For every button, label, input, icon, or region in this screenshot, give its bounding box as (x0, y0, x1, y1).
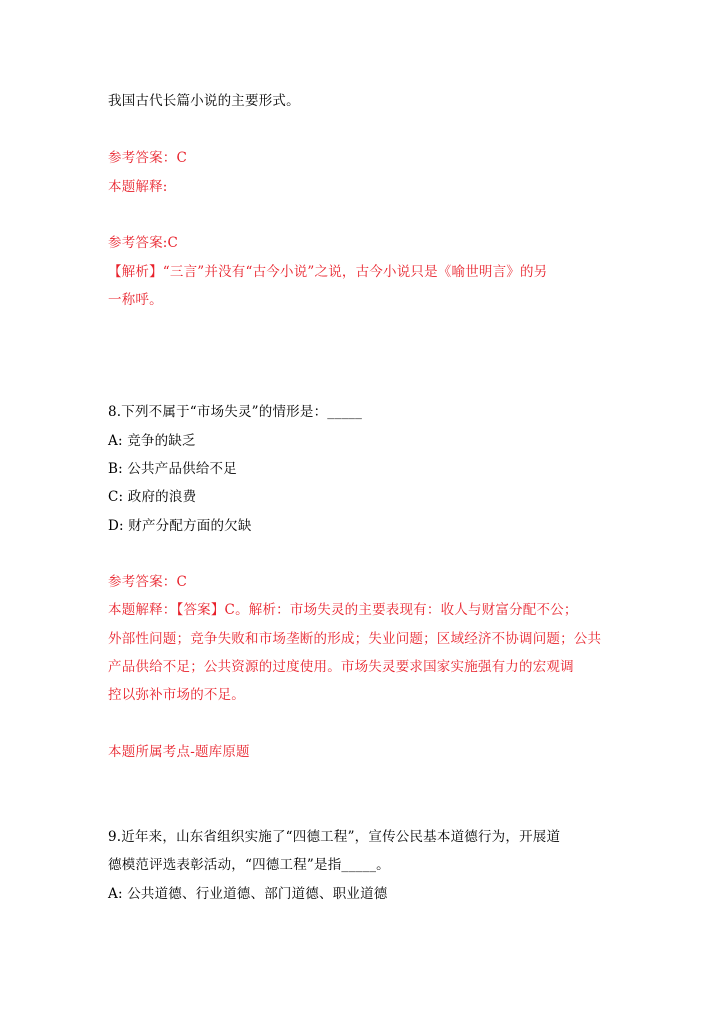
question-8-source: 本题所属考点-题库原题 (108, 744, 250, 760)
question-9-stem-prefix: 德模范评选表彰活动，“四德工程”是指 (108, 857, 342, 873)
question-8-option-b: B: 公共产品供给不足 (108, 461, 237, 477)
reference-answer-label: 参考答案：C (108, 150, 188, 166)
question-8-explain-line-2: 外部性问题；竞争失败和市场垄断的形成；失业问题；区域经济不协调问题；公共 (108, 631, 602, 647)
question-9-option-a: A: 公共道德、行业道德、部门道德、职业道德 (108, 886, 388, 902)
reference-answer-label-2: 参考答案:C (108, 235, 179, 251)
question-8-stem (108, 402, 362, 422)
question-9-stem-line-1: 9.近年来，山东省组织实施了“四德工程”，宣传公民基本道德行为，开展道 (108, 829, 561, 845)
explanation-label: 本题解释: (108, 179, 168, 195)
question-8-option-c: C: 政府的浪费 (108, 489, 197, 505)
question-8-option-a: A: 竞争的缺乏 (108, 433, 196, 449)
question-8-explain-line-3: 产品供给不足；公共资源的过度使用。市场失灵要求国家实施强有力的宏观调 (108, 659, 574, 675)
question-8-stem-text: 8.下列不属于“市场失灵”的情形是： (108, 404, 328, 420)
question-8-explain-line-4: 控以弥补市场的不足。 (108, 687, 245, 703)
question-8-reference-answer: 参考答案：C (108, 574, 188, 590)
question-9-blank: _____ (341, 857, 377, 873)
question-8-explain-line-1: 本题解释：【答案】C。解析：市场失灵的主要表现有：收人与财富分配不公； (108, 602, 578, 618)
question-tail-text: 我国古代长篇小说的主要形式。 (108, 93, 300, 109)
question-9-stem-suffix: 。 (376, 857, 390, 873)
question-8-option-d: D: 财产分配方面的欠缺 (108, 518, 252, 534)
analysis-line-2: 一称呼。 (108, 292, 163, 308)
question-9-stem-line-2 (108, 855, 390, 875)
analysis-line-1: 【解析】“三言”并没有“古今小说”之说，古今小说只是《喻世明言》的另 (108, 264, 548, 280)
question-8-blank: _____ (327, 404, 363, 420)
